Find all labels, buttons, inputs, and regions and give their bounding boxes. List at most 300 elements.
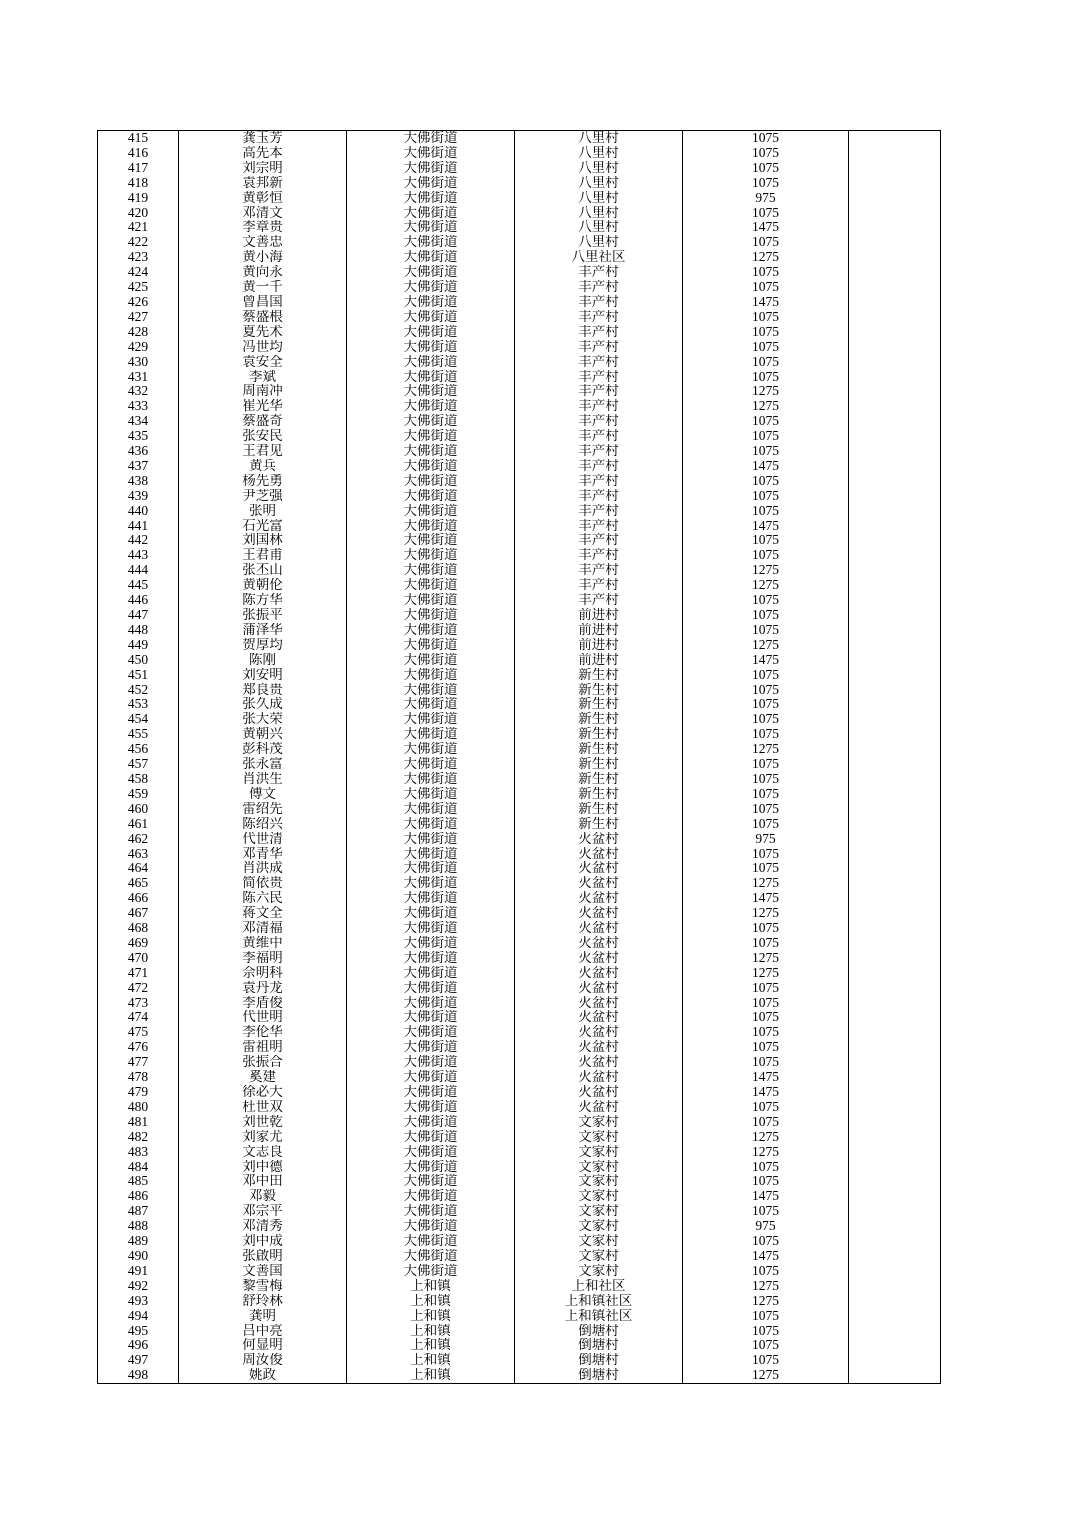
remark-cell [849,1204,941,1219]
street-cell: 大佛街道 [347,399,515,414]
remark-cell [849,712,941,727]
village-cell: 火盆村 [515,847,683,862]
table-row [98,578,941,593]
table-row [98,1338,941,1353]
row-number-cell: 422 [98,235,179,250]
row-number-cell: 435 [98,429,179,444]
table-row [98,444,941,459]
remark-cell [849,906,941,921]
row-number-cell: 433 [98,399,179,414]
row-number-cell: 478 [98,1070,179,1085]
amount-cell: 1075 [683,1324,849,1339]
name-cell: 黄小海 [179,250,347,265]
village-cell: 丰产村 [515,370,683,385]
row-number-cell: 432 [98,384,179,399]
remark-cell [849,519,941,534]
name-cell: 张振平 [179,608,347,623]
remark-cell [849,191,941,206]
name-cell: 张丕山 [179,563,347,578]
village-cell: 新生村 [515,683,683,698]
village-cell: 火盆村 [515,832,683,847]
village-cell: 新生村 [515,757,683,772]
row-number-cell: 450 [98,653,179,668]
remark-cell [849,876,941,891]
remark-cell [849,1189,941,1204]
village-cell: 文家村 [515,1204,683,1219]
village-cell: 火盆村 [515,951,683,966]
street-cell: 大佛街道 [347,444,515,459]
amount-cell: 1075 [683,1040,849,1055]
street-cell: 大佛街道 [347,712,515,727]
street-cell: 大佛街道 [347,1055,515,1070]
village-cell: 新生村 [515,697,683,712]
table-row [98,1353,941,1368]
street-cell: 上和镇 [347,1338,515,1353]
village-cell: 新生村 [515,802,683,817]
row-number-cell: 438 [98,474,179,489]
remark-cell [849,787,941,802]
village-cell: 丰产村 [515,519,683,534]
amount-cell: 975 [683,191,849,206]
street-cell: 大佛街道 [347,384,515,399]
row-number-cell: 480 [98,1100,179,1115]
village-cell: 火盆村 [515,921,683,936]
remark-cell [849,489,941,504]
village-cell: 新生村 [515,742,683,757]
row-number-cell: 426 [98,295,179,310]
street-cell: 大佛街道 [347,668,515,683]
table-row [98,951,941,966]
table-row [98,772,941,787]
remark-cell [849,817,941,832]
row-number-cell: 469 [98,936,179,951]
amount-cell: 1475 [683,1189,849,1204]
remark-cell [849,265,941,280]
table-row [98,1130,941,1145]
street-cell: 大佛街道 [347,325,515,340]
row-number-cell: 443 [98,548,179,563]
row-number-cell: 452 [98,683,179,698]
table-row [98,1309,941,1324]
table-row [98,1174,941,1189]
remark-cell [849,1219,941,1234]
amount-cell: 1075 [683,429,849,444]
table-row [98,787,941,802]
name-cell: 李伦华 [179,1025,347,1040]
village-cell: 丰产村 [515,489,683,504]
amount-cell: 1075 [683,176,849,191]
table-row [98,1249,941,1264]
table-row [98,802,941,817]
name-cell: 雷绍先 [179,802,347,817]
amount-cell: 1475 [683,653,849,668]
row-number-cell: 451 [98,668,179,683]
row-number-cell: 458 [98,772,179,787]
amount-cell: 1275 [683,1294,849,1309]
row-number-cell: 417 [98,161,179,176]
remark-cell [849,1100,941,1115]
name-cell: 张安民 [179,429,347,444]
table-row [98,474,941,489]
amount-cell: 1475 [683,459,849,474]
remark-cell [849,1025,941,1040]
row-number-cell: 473 [98,996,179,1011]
name-cell: 杨先勇 [179,474,347,489]
row-number-cell: 492 [98,1279,179,1294]
name-cell: 文志良 [179,1145,347,1160]
row-number-cell: 471 [98,966,179,981]
name-cell: 王君见 [179,444,347,459]
name-cell: 袁邦新 [179,176,347,191]
row-number-cell: 415 [98,131,179,146]
village-cell: 上和镇社区 [515,1294,683,1309]
subsidy-table [97,130,941,1384]
table-row [98,1160,941,1175]
street-cell: 大佛街道 [347,191,515,206]
remark-cell [849,966,941,981]
remark-cell [849,1145,941,1160]
table-row [98,504,941,519]
table-row [98,981,941,996]
amount-cell: 1075 [683,668,849,683]
name-cell: 夏先术 [179,325,347,340]
table-row [98,563,941,578]
row-number-cell: 468 [98,921,179,936]
street-cell: 大佛街道 [347,578,515,593]
street-cell: 大佛街道 [347,429,515,444]
remark-cell [849,742,941,757]
name-cell: 龚明 [179,1309,347,1324]
name-cell: 曾昌国 [179,295,347,310]
name-cell: 张大荣 [179,712,347,727]
table-row [98,921,941,936]
name-cell: 蒲泽华 [179,623,347,638]
name-cell: 陈绍兴 [179,817,347,832]
street-cell: 大佛街道 [347,250,515,265]
row-number-cell: 442 [98,533,179,548]
village-cell: 丰产村 [515,399,683,414]
amount-cell: 1075 [683,593,849,608]
row-number-cell: 484 [98,1160,179,1175]
amount-cell: 1075 [683,727,849,742]
amount-cell: 1075 [683,280,849,295]
amount-cell: 1275 [683,399,849,414]
row-number-cell: 490 [98,1249,179,1264]
amount-cell: 1075 [683,847,849,862]
row-number-cell: 449 [98,638,179,653]
table-row [98,1234,941,1249]
village-cell: 八里村 [515,161,683,176]
amount-cell: 1075 [683,504,849,519]
remark-cell [849,310,941,325]
amount-cell: 1275 [683,742,849,757]
amount-cell: 1275 [683,951,849,966]
amount-cell: 1075 [683,206,849,221]
street-cell: 大佛街道 [347,861,515,876]
village-cell: 八里村 [515,220,683,235]
table-row [98,1070,941,1085]
street-cell: 大佛街道 [347,489,515,504]
remark-cell [849,1324,941,1339]
name-cell: 黎雪梅 [179,1279,347,1294]
street-cell: 大佛街道 [347,832,515,847]
name-cell: 张啟明 [179,1249,347,1264]
row-number-cell: 416 [98,146,179,161]
street-cell: 大佛街道 [347,414,515,429]
remark-cell [849,548,941,563]
table-row [98,414,941,429]
street-cell: 大佛街道 [347,727,515,742]
street-cell: 上和镇 [347,1279,515,1294]
village-cell: 文家村 [515,1249,683,1264]
remark-cell [849,370,941,385]
name-cell: 石光富 [179,519,347,534]
village-cell: 八里村 [515,191,683,206]
street-cell: 大佛街道 [347,295,515,310]
village-cell: 丰产村 [515,533,683,548]
village-cell: 倒塘村 [515,1338,683,1353]
table-row [98,876,941,891]
row-number-cell: 427 [98,310,179,325]
village-cell: 八里村 [515,131,683,146]
name-cell: 佘明科 [179,966,347,981]
village-cell: 前进村 [515,608,683,623]
street-cell: 大佛街道 [347,608,515,623]
village-cell: 丰产村 [515,280,683,295]
remark-cell [849,176,941,191]
row-number-cell: 446 [98,593,179,608]
street-cell: 大佛街道 [347,1204,515,1219]
remark-cell [849,1338,941,1353]
amount-cell: 1275 [683,1130,849,1145]
amount-cell: 1075 [683,1010,849,1025]
remark-cell [849,802,941,817]
street-cell: 大佛街道 [347,504,515,519]
row-number-cell: 491 [98,1264,179,1279]
village-cell: 火盆村 [515,1055,683,1070]
name-cell: 吕中亮 [179,1324,347,1339]
street-cell: 上和镇 [347,1368,515,1383]
table-row [98,384,941,399]
table-row [98,742,941,757]
name-cell: 蔡盛奇 [179,414,347,429]
amount-cell: 1075 [683,1174,849,1189]
village-cell: 倒塘村 [515,1324,683,1339]
remark-cell [849,1070,941,1085]
street-cell: 大佛街道 [347,1264,515,1279]
table-row [98,191,941,206]
amount-cell: 1075 [683,340,849,355]
table-row [98,519,941,534]
remark-cell [849,668,941,683]
village-cell: 火盆村 [515,1010,683,1025]
remark-cell [849,1055,941,1070]
table-row [98,847,941,862]
remark-cell [849,981,941,996]
street-cell: 大佛街道 [347,1025,515,1040]
table-row [98,533,941,548]
remark-cell [849,146,941,161]
name-cell: 徐必大 [179,1085,347,1100]
village-cell: 丰产村 [515,325,683,340]
amount-cell: 1075 [683,444,849,459]
name-cell: 郑良贵 [179,683,347,698]
name-cell: 周南冲 [179,384,347,399]
village-cell: 新生村 [515,712,683,727]
amount-cell: 1075 [683,146,849,161]
row-number-cell: 467 [98,906,179,921]
street-cell: 大佛街道 [347,623,515,638]
remark-cell [849,1264,941,1279]
amount-cell: 1075 [683,370,849,385]
name-cell: 袁安全 [179,355,347,370]
remark-cell [849,1160,941,1175]
village-cell: 火盆村 [515,981,683,996]
row-number-cell: 424 [98,265,179,280]
village-cell: 新生村 [515,787,683,802]
village-cell: 火盆村 [515,1025,683,1040]
name-cell: 刘安明 [179,668,347,683]
village-cell: 文家村 [515,1145,683,1160]
row-number-cell: 434 [98,414,179,429]
remark-cell [849,325,941,340]
name-cell: 贺厚均 [179,638,347,653]
amount-cell: 1475 [683,220,849,235]
village-cell: 文家村 [515,1234,683,1249]
name-cell: 彭科茂 [179,742,347,757]
table-row [98,653,941,668]
row-number-cell: 445 [98,578,179,593]
name-cell: 代世明 [179,1010,347,1025]
village-cell: 火盆村 [515,936,683,951]
name-cell: 袁丹龙 [179,981,347,996]
village-cell: 新生村 [515,727,683,742]
street-cell: 大佛街道 [347,772,515,787]
remark-cell [849,608,941,623]
name-cell: 姚政 [179,1368,347,1383]
table-row [98,340,941,355]
village-cell: 文家村 [515,1130,683,1145]
village-cell: 丰产村 [515,384,683,399]
name-cell: 冯世均 [179,340,347,355]
village-cell: 丰产村 [515,429,683,444]
table-row [98,593,941,608]
amount-cell: 1475 [683,1070,849,1085]
remark-cell [849,131,941,146]
remark-cell [849,757,941,772]
row-number-cell: 448 [98,623,179,638]
street-cell: 大佛街道 [347,1040,515,1055]
table-row [98,1040,941,1055]
row-number-cell: 485 [98,1174,179,1189]
village-cell: 新生村 [515,817,683,832]
name-cell: 李斌 [179,370,347,385]
amount-cell: 1075 [683,1309,849,1324]
table-row [98,1010,941,1025]
amount-cell: 1075 [683,787,849,802]
name-cell: 崔光华 [179,399,347,414]
table-row [98,891,941,906]
remark-cell [849,1353,941,1368]
row-number-cell: 437 [98,459,179,474]
amount-cell: 1275 [683,1368,849,1383]
village-cell: 上和社区 [515,1279,683,1294]
remark-cell [849,593,941,608]
village-cell: 丰产村 [515,459,683,474]
remark-cell [849,1085,941,1100]
table-row [98,548,941,563]
amount-cell: 1275 [683,876,849,891]
table-row [98,399,941,414]
row-number-cell: 444 [98,563,179,578]
village-cell: 丰产村 [515,414,683,429]
row-number-cell: 494 [98,1309,179,1324]
table-row [98,161,941,176]
name-cell: 简依贵 [179,876,347,891]
street-cell: 大佛街道 [347,1189,515,1204]
remark-cell [849,727,941,742]
name-cell: 黄一千 [179,280,347,295]
table-row [98,966,941,981]
street-cell: 大佛街道 [347,533,515,548]
remark-cell [849,280,941,295]
name-cell: 刘中成 [179,1234,347,1249]
remark-cell [849,1309,941,1324]
street-cell: 大佛街道 [347,1070,515,1085]
table-row [98,280,941,295]
street-cell: 大佛街道 [347,340,515,355]
street-cell: 大佛街道 [347,548,515,563]
table-row [98,817,941,832]
name-cell: 邓清秀 [179,1219,347,1234]
table-row [98,1204,941,1219]
village-cell: 火盆村 [515,1100,683,1115]
remark-cell [849,832,941,847]
remark-cell [849,638,941,653]
table-row [98,1085,941,1100]
amount-cell: 1475 [683,1249,849,1264]
street-cell: 大佛街道 [347,176,515,191]
remark-cell [849,533,941,548]
table-row [98,1055,941,1070]
amount-cell: 1475 [683,1085,849,1100]
remark-cell [849,891,941,906]
amount-cell: 1075 [683,1204,849,1219]
name-cell: 李章贵 [179,220,347,235]
street-cell: 大佛街道 [347,906,515,921]
name-cell: 周汝俊 [179,1353,347,1368]
row-number-cell: 487 [98,1204,179,1219]
village-cell: 火盆村 [515,966,683,981]
row-number-cell: 465 [98,876,179,891]
name-cell: 张振合 [179,1055,347,1070]
remark-cell [849,1010,941,1025]
table-row [98,1025,941,1040]
row-number-cell: 466 [98,891,179,906]
row-number-cell: 421 [98,220,179,235]
street-cell: 大佛街道 [347,519,515,534]
row-number-cell: 440 [98,504,179,519]
remark-cell [849,653,941,668]
table-row [98,936,941,951]
table-row [98,1100,941,1115]
row-number-cell: 460 [98,802,179,817]
row-number-cell: 470 [98,951,179,966]
row-number-cell: 474 [98,1010,179,1025]
street-cell: 大佛街道 [347,1249,515,1264]
amount-cell: 1075 [683,861,849,876]
street-cell: 大佛街道 [347,1219,515,1234]
